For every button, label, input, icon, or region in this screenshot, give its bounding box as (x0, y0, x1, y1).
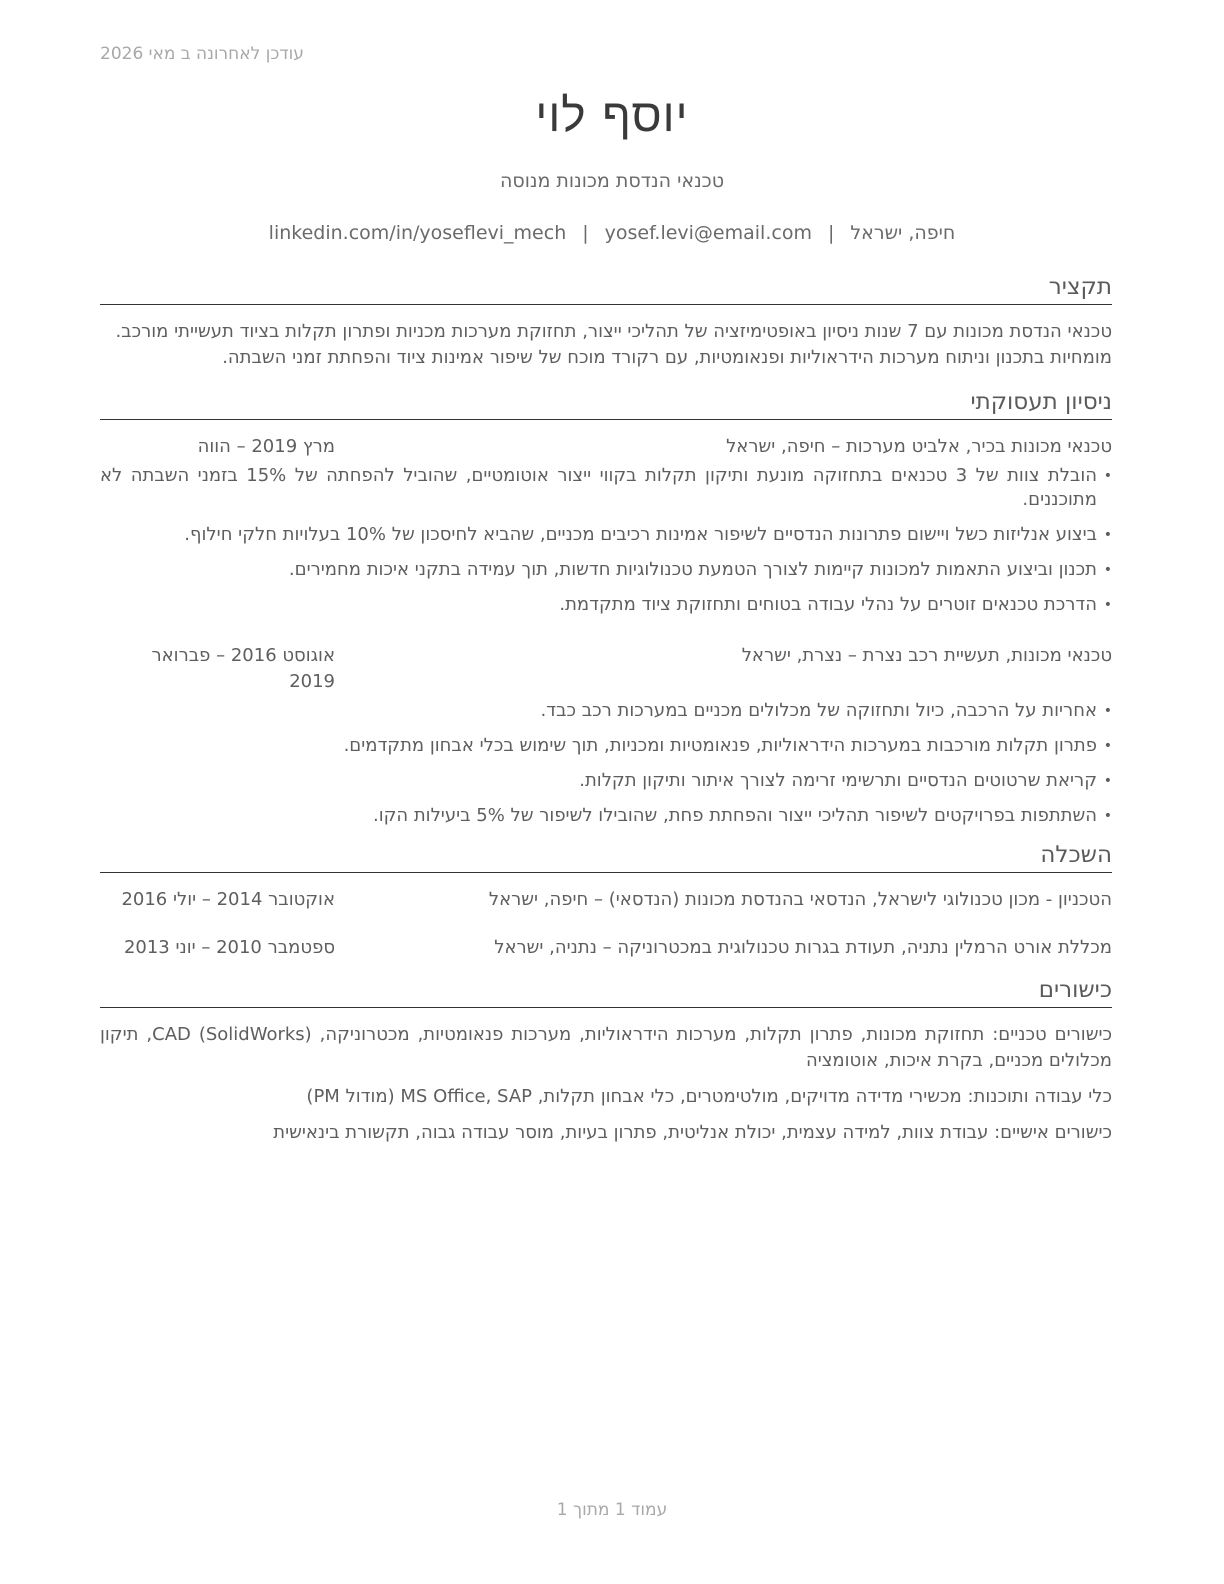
summary-line: מומחיות בתכנון וניתוח מערכות הידראוליות ופנאומטיות, עם רקורד מוכח של שיפור אמינות ציוד והפחתת זמני השבתה. (222, 347, 1112, 368)
resume-content (100, 272, 1112, 1156)
education-dates: ספטמבר 2010 – יוני 2013 (123, 937, 335, 958)
job-header (100, 643, 1112, 695)
skills-line: כישורים אישיים: עבודת צוות, למידה עצמית, יכולת אנליטית, פתרון בעיות, מוסר עבודה גבוה, תקשורת בינאישית (273, 1122, 1112, 1143)
skills-list (100, 1022, 1112, 1146)
contact-separator: | (582, 222, 589, 244)
summary-heading: תקציר (100, 272, 1112, 305)
job-bullets (100, 699, 1112, 828)
job-bullet: • אחריות על הרכבה, כיול ותחזוקה של מכלולים מכניים במערכות רכב כבד. (100, 699, 1112, 723)
skills-line: כלי עבודה ותוכנות: מכשירי מדידה מדויקים, מולטימטרים, כלי אבחון תקלות, MS Office, SAP (מודול PM) (306, 1086, 1112, 1107)
location-text: חיפה, ישראל (850, 222, 956, 244)
candidate-title: טכנאי הנדסת מכונות מנוסה (499, 170, 725, 192)
experience-heading: ניסיון תעסוקתי (100, 387, 1112, 420)
contact-line (0, 222, 1224, 244)
job-role: טכנאי מכונות, תעשיית רכב נצרת – נצרת, ישראל (741, 645, 1112, 666)
job-dates: מרץ 2019 – הווה (197, 436, 335, 457)
education-entry (100, 887, 1112, 913)
job-entry (100, 643, 1112, 828)
summary-section (100, 272, 1112, 371)
education-section (100, 840, 1112, 961)
job-bullet: • הובלת צוות של 3 טכנאים בתחזוקה מונעת ותיקון תקלות בקווי ייצור אוטומטיים, שהוביל להפחתה של 15% בזמני השבתה לא מתוכננים. (100, 464, 1112, 512)
linkedin-link[interactable]: linkedin.com/in/yoseflevi_mech (268, 222, 567, 244)
page-number: עמוד 1 מתוך 1 (556, 1500, 668, 1520)
education-text: מכללת אורט הרמלין נתניה, תעודת בגרות טכנולוגית במכטרוניקה – נתניה, ישראל (494, 937, 1112, 958)
education-entry (100, 935, 1112, 961)
skills-heading: כישורים (100, 975, 1112, 1008)
education-text: הטכניון - מכון טכנולוגי לישראל, הנדסאי בהנדסת מכונות (הנדסאי) – חיפה, ישראל (488, 889, 1112, 910)
job-bullet: • קריאת שרטוטים הנדסיים ותרשימי זרימה לצורך איתור ותיקון תקלות. (100, 769, 1112, 793)
job-role: טכנאי מכונות בכיר, אלביט מערכות – חיפה, ישראל (726, 436, 1112, 457)
summary-text (100, 319, 1112, 371)
skills-line: כישורים טכניים: תחזוקת מכונות, פתרון תקלות, מערכות הידראוליות, מערכות פנאומטיות, מכטרוניקה, CAD (SolidWorks), תיקון מכלולים מכניים, בקרת איכות, אוטומציה (100, 1024, 1112, 1071)
job-bullet: • השתתפות בפרויקטים לשיפור תהליכי ייצור והפחתת פחת, שהובילו לשיפור של 5% ביעילות הקו. (100, 804, 1112, 828)
job-bullet: • פתרון תקלות מורכבות במערכות הידראוליות, פנאומטיות ומכניות, תוך שימוש בכלי אבחון מתקדמים. (100, 734, 1112, 758)
candidate-name: יוסף לוי (535, 88, 689, 142)
job-entry (100, 434, 1112, 617)
summary-line: טכנאי הנדסת מכונות עם 7 שנות ניסיון באופטימיזציה של תהליכי ייצור, תחזוקת מערכות מכניות ופתרון תקלות בציוד תעשייתי מורכב. (115, 321, 1112, 342)
last-updated-label: עודכן לאחרונה ב מאי 2026 (100, 44, 304, 64)
job-bullet: • ביצוע אנליזות כשל ויישום פתרונות הנדסיים לשיפור אמינות רכיבים מכניים, שהביא לחיסכון של 10% בעלויות חלקי חילוף. (100, 523, 1112, 547)
job-dates: אוגוסט 2016 – פברואר 2019 (151, 645, 335, 692)
job-bullet: • הדרכת טכנאים זוטרים על נהלי עבודה בטוחים ותחזוקת ציוד מתקדמת. (100, 593, 1112, 617)
job-bullet: • תכנון וביצוע התאמות למכונות קיימות לצורך הטמעת טכנולוגיות חדשות, תוך עמידה בתקני איכות מחמירים. (100, 558, 1112, 582)
education-dates: אוקטובר 2014 – יולי 2016 (121, 889, 335, 910)
education-heading: השכלה (100, 840, 1112, 873)
experience-section (100, 387, 1112, 828)
email-link[interactable]: yosef.levi@email.com (604, 222, 812, 244)
job-header (100, 434, 1112, 460)
skills-section (100, 975, 1112, 1146)
contact-separator: | (827, 222, 835, 244)
job-bullets (100, 464, 1112, 617)
